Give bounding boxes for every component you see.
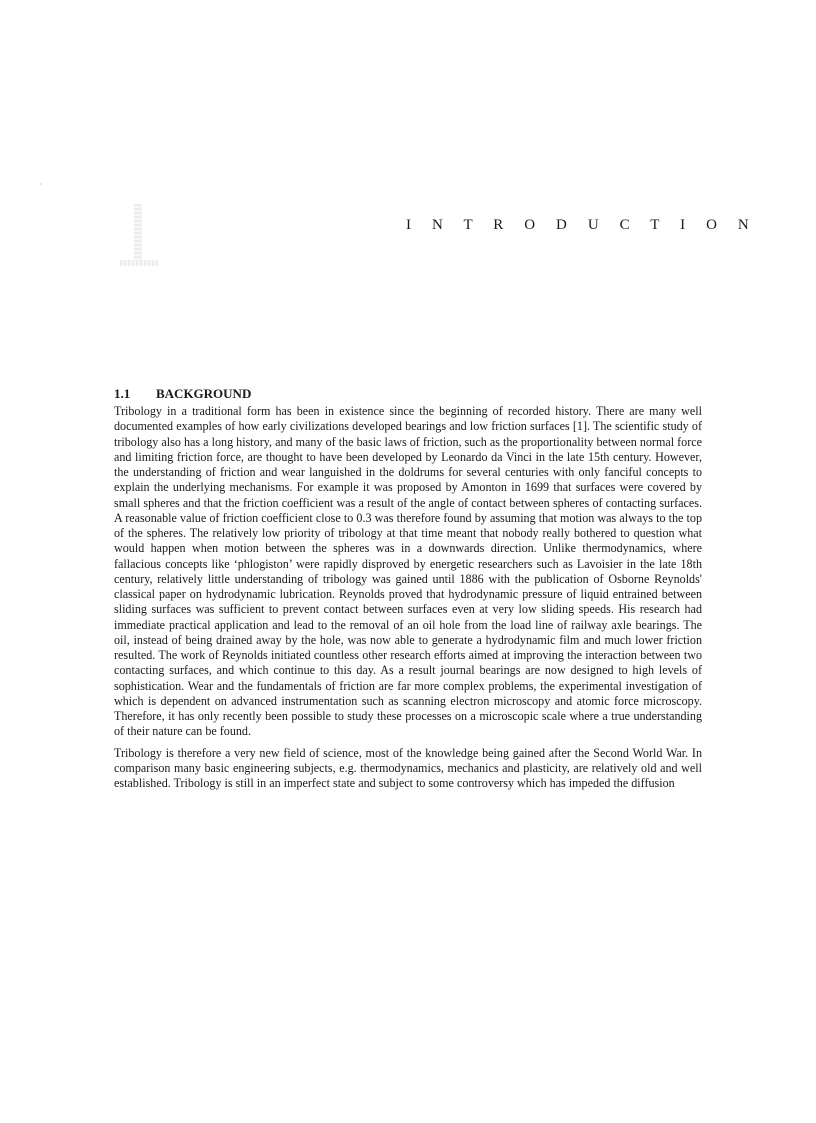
chapter-number-mark [118, 200, 160, 270]
scan-speck [40, 183, 42, 185]
chapter-title: I N T R O D U C T I O N [406, 217, 758, 233]
paragraph-2: Tribology is therefore a very new field of science, most of the knowledge being gained after the Second World War. In comparison many basic engineering subjects, e.g. thermodynamics, mechanics and plasticity, are relatively old and well established. Tribology is still in an imperfect state and subject to some controversy which has impeded the diffusion [114, 745, 702, 790]
section-heading [114, 386, 251, 402]
paragraph-1: Tribology in a traditional form has been in existence since the beginning of recorded history. There are many well documented examples of how early civilizations developed bearings and low friction surfaces [1]. The scientific study of tribology also has a long history, and many of the basic laws of friction, such as the proportionality between normal force and limiting friction force, are thought to have been developed by Leonardo da Vinci in the late 15th century. However, the understanding of friction and wear languished in the doldrums for several centuries with only fanciful concepts to explain the underlying mechanisms. For example it was proposed by Amonton in 1699 that surfaces were covered by small spheres and that the friction coefficient was a result of the angle of contact between spheres of contacting surfaces. A reasonable value of friction coefficient close to 0.3 was therefore found by assuming that motion was always to the top of the spheres. The relatively low priority of tribology at that time meant that nobody really bothered to question what would happen when motion between the spheres was in a downwards direction. Unlike thermodynamics, where fallacious concepts like ‘phlogiston’ were rapidly disproved by energetic researchers such as Lavoisier in the late 18th century, relatively little understanding of tribology was gained until 1886 with the publication of Osborne Reynolds' classical paper on hydrodynamic lubrication. Reynolds proved that hydrodynamic pressure of liquid entrained between sliding surfaces was sufficient to prevent contact between surfaces even at very low sliding speeds. His research had immediate practical application and lead to the removal of an oil hole from the load line of railway axle bearings. The oil, instead of being drained away by the hole, was now able to generate a hydrodynamic film and much lower friction resulted. The work of Reynolds initiated countless other research efforts aimed at improving the interaction between two contacting surfaces, and which continue to this day. As a result journal bearings are now designed to high levels of sophistication. Wear and the fundamentals of friction are far more complex problems, the experimental investigation of which is dependent on advanced instrumentation such as scanning electron microscopy and atomic force microscopy. Therefore, it has only recently been possible to study these processes on a microscopic scale where a true understanding of their nature can be found. [114, 404, 702, 739]
chapter-number-base [120, 260, 158, 266]
body-text [114, 404, 702, 797]
chapter-number-stroke [134, 204, 142, 262]
section-title: BACKGROUND [156, 386, 252, 401]
section-number: 1.1 [114, 386, 131, 401]
